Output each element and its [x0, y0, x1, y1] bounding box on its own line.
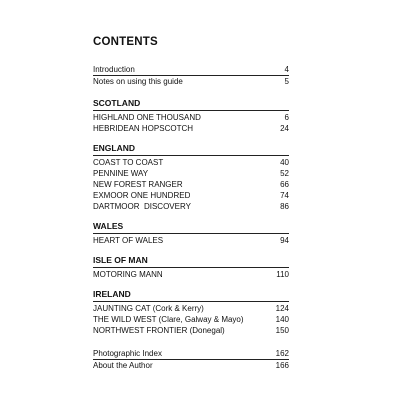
- toc-entry[interactable]: [93, 269, 289, 280]
- toc-entry-label: EXMOOR ONE HUNDRED: [93, 191, 191, 200]
- toc-entry[interactable]: [93, 325, 289, 336]
- toc-entry-page: 162: [275, 349, 289, 358]
- section-england: [93, 143, 289, 212]
- section-isle-of-man: [93, 255, 289, 280]
- toc-entry-page: 6: [284, 113, 289, 122]
- toc-entry-label: JAUNTING CAT (Cork & Kerry): [93, 304, 204, 313]
- section-heading: ENGLAND: [93, 143, 289, 156]
- toc-entry-label: DARTMOOR DISCOVERY: [93, 202, 191, 211]
- back-matter-section: [93, 348, 289, 371]
- toc-entry-label: Notes on using this guide: [93, 77, 183, 86]
- toc-entry-label: PENNINE WAY: [93, 169, 149, 178]
- toc-entry-page: 110: [276, 270, 289, 279]
- section-heading: IRELAND: [93, 289, 289, 302]
- toc-entry-label: MOTORING MANN: [93, 270, 163, 279]
- toc-entry-label: Photographic Index: [93, 349, 162, 358]
- toc-entry[interactable]: [93, 360, 289, 371]
- toc-entry-page: 66: [280, 180, 289, 189]
- contents-page: [93, 34, 289, 380]
- toc-entry-label: Introduction: [93, 65, 135, 74]
- toc-entry[interactable]: [93, 179, 289, 190]
- toc-entry-label: About the Author: [93, 361, 153, 370]
- intro-section: [93, 64, 289, 87]
- toc-entry-page: 5: [284, 77, 289, 86]
- toc-entry[interactable]: [93, 348, 289, 360]
- toc-entry-label: NORTHWEST FRONTIER (Donegal): [93, 326, 225, 335]
- toc-entry[interactable]: [93, 112, 289, 123]
- toc-entry-page: 24: [280, 124, 289, 133]
- toc-entry[interactable]: [93, 190, 289, 201]
- toc-entry[interactable]: [93, 201, 289, 212]
- toc-entry[interactable]: [93, 64, 289, 76]
- toc-entry-page: 86: [280, 202, 289, 211]
- toc-entry[interactable]: [93, 314, 289, 325]
- toc-entry-page: 166: [275, 361, 289, 370]
- toc-entry-label: NEW FOREST RANGER: [93, 180, 183, 189]
- toc-entry-page: 40: [280, 158, 289, 167]
- section-ireland: [93, 289, 289, 336]
- section-wales: [93, 221, 289, 246]
- toc-entry-label: HIGHLAND ONE THOUSAND: [93, 113, 201, 122]
- toc-entry-label: HEBRIDEAN HOPSCOTCH: [93, 124, 194, 133]
- toc-entry[interactable]: [93, 303, 289, 314]
- toc-entry-page: 140: [275, 315, 289, 324]
- section-heading: SCOTLAND: [93, 98, 289, 111]
- toc-entry-page: 94: [280, 236, 289, 245]
- toc-entry-page: 52: [280, 169, 289, 178]
- section-heading: WALES: [93, 221, 289, 234]
- section-heading: ISLE OF MAN: [93, 255, 289, 268]
- toc-entry[interactable]: [93, 168, 289, 179]
- toc-entry[interactable]: [93, 157, 289, 168]
- toc-entry-page: 124: [275, 304, 289, 313]
- toc-entry-label: HEART OF WALES: [93, 236, 164, 245]
- toc-entry[interactable]: [93, 76, 289, 87]
- page-title: CONTENTS: [93, 36, 158, 48]
- toc-entry[interactable]: [93, 235, 289, 246]
- toc-entry-page: 150: [275, 326, 289, 335]
- toc-entry-page: 4: [284, 65, 289, 74]
- toc-entry-label: COAST TO COAST: [93, 158, 164, 167]
- toc-entry[interactable]: [93, 123, 289, 134]
- toc-entry-page: 74: [280, 191, 289, 200]
- section-scotland: [93, 98, 289, 134]
- toc-entry-label: THE WILD WEST (Clare, Galway & Mayo): [93, 315, 244, 324]
